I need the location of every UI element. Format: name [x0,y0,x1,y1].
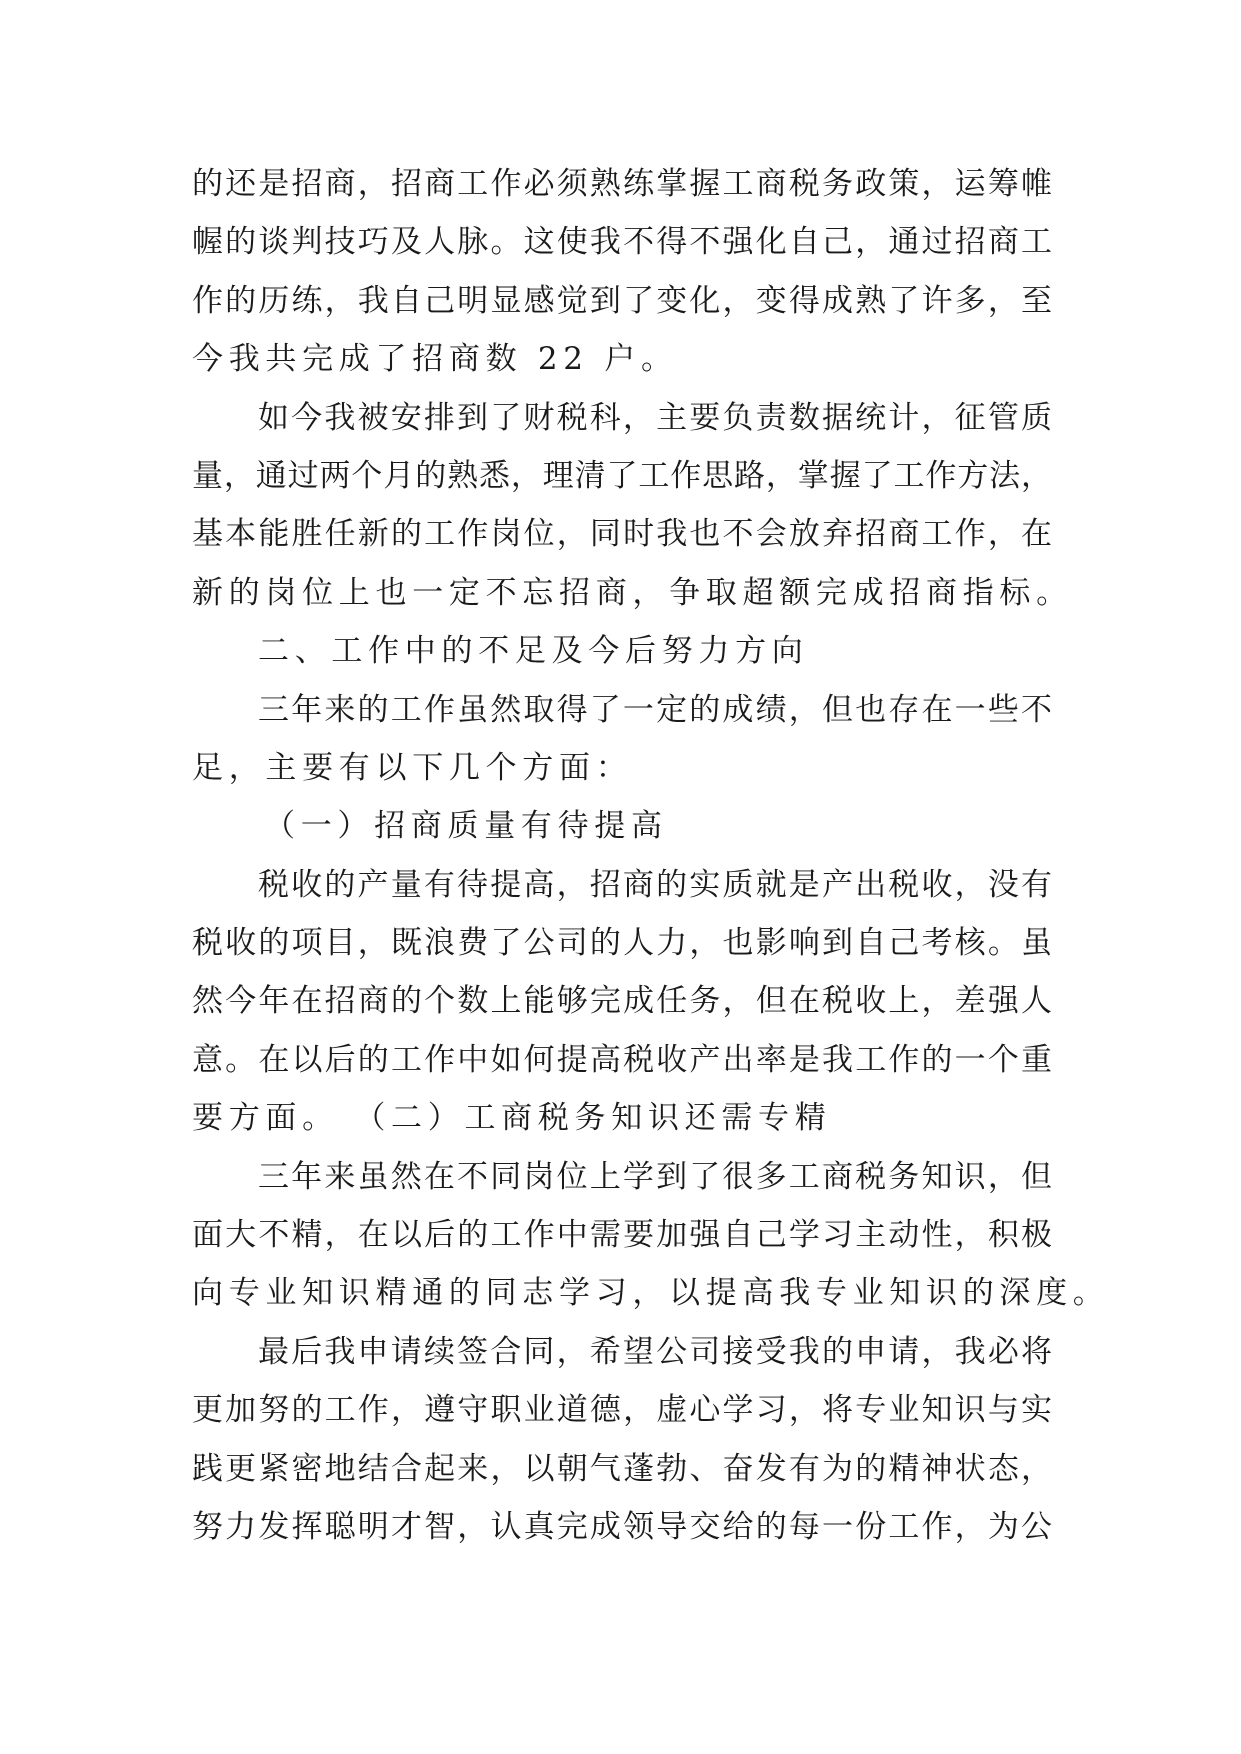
text-line: 税收的项目，既浪费了公司的人力，也影响到自己考核。虽 [192,925,1052,962]
text-line: 面大不精，在以后的工作中需要加强自己学习主动性，积极 [192,1217,1052,1254]
text-line: 更加努的工作，遵守职业道德，虚心学习，将专业知识与实 [192,1392,1052,1429]
subsection-heading: （一）招商质量有待提高 [264,808,668,845]
paragraph-start-line: 如今我被安排到了财税科，主要负责数据统计，征管质 [258,399,1052,436]
paragraph-start-line: 最后我申请续签合同，希望公司接受我的申请，我必将 [258,1333,1052,1370]
text-line: 足，主要有以下几个方面： [192,749,633,786]
paragraph-start-line: 三年来的工作虽然取得了一定的成绩，但也存在一些不 [258,691,1052,728]
text-line: 努力发挥聪明才智，认真完成领导交给的每一份工作，为公 [192,1508,1052,1545]
text-line: 然今年在招商的个数上能够完成任务，但在税收上，差强人 [192,983,1052,1020]
text-line: 的还是招商，招商工作必须熟练掌握工商税务政策，运筹帷 [192,166,1052,202]
text-line: 新的岗位上也一定不忘招商，争取超额完成招商指标。 [192,574,1073,611]
text-line: 幄的谈判技巧及人脉。这使我不得不强化自己，通过招商工 [192,224,1052,261]
text-line: 意。在以后的工作中如何提高税收产出率是我工作的一个重 [192,1041,1052,1078]
text-line: 要方面。 （二）工商税务知识还需专精 [192,1100,832,1137]
paragraph-start-line: 三年来虽然在不同岗位上学到了很多工商税务知识，但 [258,1158,1052,1195]
text-line: 今我共完成了招商数 22 户。 [192,341,678,378]
paragraph-start-line: 税收的产量有待提高，招商的实质就是产出税收，没有 [258,866,1052,903]
text-line: 向专业知识精通的同志学习，以提高我专业知识的深度。 [192,1275,1110,1312]
section-heading: 二、工作中的不足及今后努力方向 [258,633,809,670]
text-line: 作的历练，我自己明显感觉到了变化，变得成熟了许多，至 [192,282,1052,319]
text-line: 基本能胜任新的工作岗位，同时我也不会放弃招商工作，在 [192,516,1052,553]
text-line: 践更紧密地结合起来，以朝气蓬勃、奋发有为的精神状态， [192,1450,1052,1487]
text-line: 量，通过两个月的熟悉，理清了工作思路，掌握了工作方法， [192,457,1052,494]
document-body [192,155,1110,1556]
